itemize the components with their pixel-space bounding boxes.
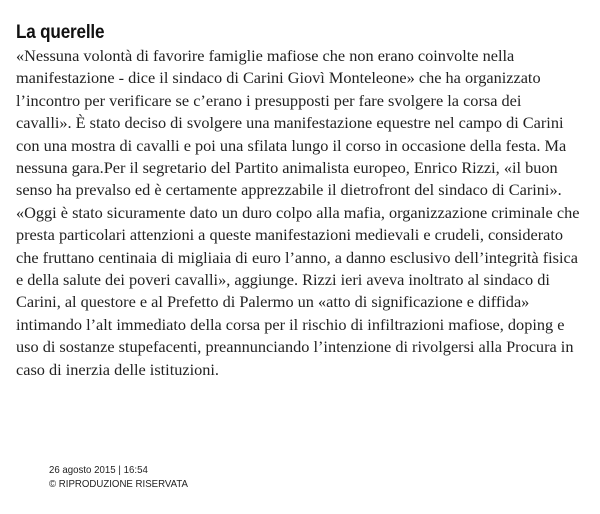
publish-info <box>49 463 188 477</box>
article-heading: La querelle <box>16 22 105 43</box>
publish-date: 26 agosto 2015 <box>49 464 116 476</box>
article <box>16 22 586 381</box>
meta-separator: | <box>118 464 121 476</box>
article-meta <box>49 463 200 491</box>
publish-time: 16:54 <box>123 464 148 476</box>
copyright-notice: © RIPRODUZIONE RISERVATA <box>49 478 188 490</box>
article-body: «Nessuna volontà di favorire famiglie mafiose che non erano coinvolte nella manifestazione - dice il sindaco di Carini Giovì Monteleone» che ha organizzato l’incontro per verificare se c’erano i presupposti per fare svolgere la corsa dei cavalli». È stato deciso di svolgere una manifestazione equestre nel campo di Carini con una mostra di cavalli e poi una sfilata lungo il corso in occasione della festa. Ma nessuna gara.Per il segretario del Partito animalista europeo, Enrico Rizzi, «il buon senso ha prevalso ed è certamente apprezzabile il dietrofront del sindaco di Carini». «Oggi è stato sicuramente dato un duro colpo alla mafia, organizzazione criminale che presta particolari attenzioni a queste manifestazioni medievali e crudeli, considerato che fruttano centinaia di migliaia di euro l’anno, a danno esclusivo dell’integrità fisica e della salute dei poveri cavalli», aggiunge. Rizzi ieri aveva inoltrato al sindaco di Carini, al questore e al Prefetto di Palermo un «atto di significazione e diffida» intimando l’alt immediato della corsa per il rischio di infiltrazioni mafiose, doping e uso di sostanze stupefacenti, preannunciando l’intenzione di rivolgersi alla Procura in caso di inerzia delle istituzioni. <box>16 46 580 379</box>
